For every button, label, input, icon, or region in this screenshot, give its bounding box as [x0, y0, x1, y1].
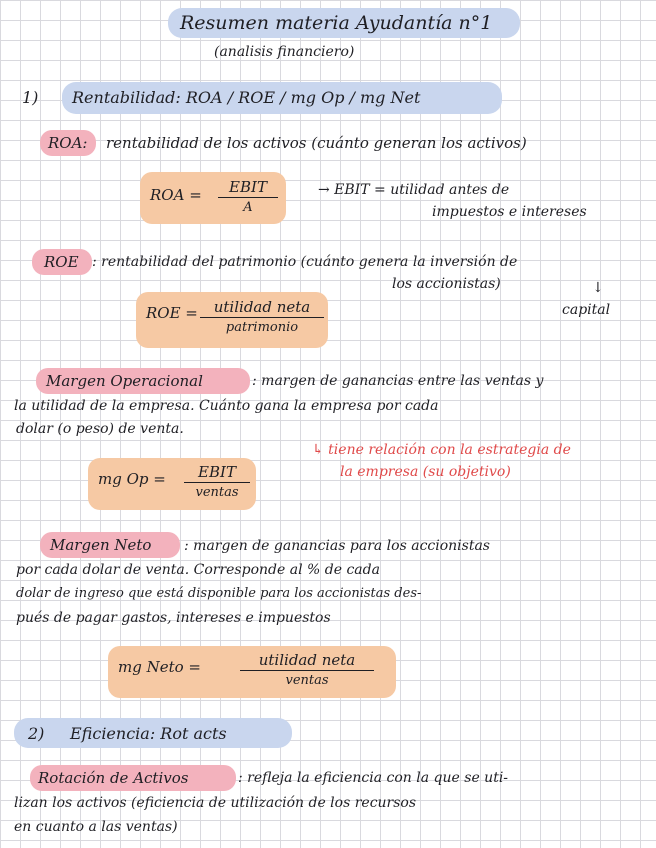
page-subtitle: (analisis financiero) — [214, 44, 355, 60]
margen-operacional-formula-numerator: EBIT — [184, 463, 250, 483]
roa-formula-fraction — [218, 178, 278, 215]
section-2-number: 2) — [28, 724, 45, 743]
rotacion-line-2: lizan los activos (eficiencia de utilización de los recursos — [14, 795, 417, 811]
roe-definition-line-2: los accionistas) — [392, 276, 501, 292]
margen-neto-formula-denominator: ventas — [285, 673, 329, 688]
roa-note-line-2: impuestos e intereses — [432, 204, 587, 220]
margen-neto-line-1: : margen de ganancias para los accionistas — [184, 538, 490, 554]
roa-tag: ROA: — [48, 134, 88, 152]
margen-neto-formula-numerator: utilidad neta — [240, 651, 374, 671]
margen-neto-line-4: pués de pagar gastos, intereses e impuestos — [16, 610, 331, 626]
roe-capital-label: capital — [562, 302, 611, 318]
roa-note-line-1: → EBIT = utilidad antes de — [318, 182, 510, 198]
rotacion-line-3: en cuanto a las ventas) — [14, 819, 178, 835]
margen-operacional-formula-fraction — [184, 463, 250, 500]
roe-formula-lhs: ROE = — [146, 304, 198, 322]
roe-tag: ROE — [44, 253, 79, 271]
roa-definition: rentabilidad de los activos (cuánto generan los activos) — [106, 134, 527, 152]
margen-neto-formula-lhs: mg Neto = — [118, 658, 201, 676]
roa-formula-lhs: ROA = — [150, 186, 202, 204]
section-1-heading: Rentabilidad: ROA / ROE / mg Op / mg Net — [72, 88, 421, 107]
roe-definition-line-1: : rentabilidad del patrimonio (cuánto genera la inversión de — [92, 254, 518, 270]
margen-operacional-note-line-1: ↳ tiene relación con la estrategia de — [312, 442, 571, 458]
roe-formula-fraction — [200, 298, 324, 335]
roe-formula-numerator: utilidad neta — [200, 298, 324, 318]
margen-operacional-formula-denominator: ventas — [195, 485, 239, 500]
rotacion-tag: Rotación de Activos — [38, 769, 189, 787]
roe-arrow: ↓ — [592, 280, 604, 296]
section-2-heading: Eficiencia: Rot acts — [70, 724, 227, 743]
margen-operacional-tag: Margen Operacional — [46, 372, 203, 390]
margen-neto-line-3: dolar de ingreso que está disponible para los accionistas des- — [16, 586, 422, 601]
margen-neto-formula-fraction — [240, 651, 374, 688]
margen-operacional-line-3: dolar (o peso) de venta. — [16, 421, 184, 437]
margen-operacional-note-line-2: la empresa (su objetivo) — [340, 464, 511, 480]
roa-formula-denominator: A — [243, 200, 253, 215]
margen-neto-tag: Margen Neto — [50, 536, 152, 554]
margen-neto-line-2: por cada dolar de venta. Corresponde al % de cada — [16, 562, 380, 578]
rotacion-line-1: : refleja la eficiencia con la que se uti- — [238, 770, 509, 786]
margen-operacional-formula-lhs: mg Op = — [98, 470, 166, 488]
roa-formula-numerator: EBIT — [218, 178, 278, 198]
section-1-number: 1) — [22, 88, 39, 107]
margen-operacional-line-1: : margen de ganancias entre las ventas y — [252, 373, 544, 389]
roe-formula-denominator: patrimonio — [225, 320, 299, 335]
page-title: Resumen materia Ayudantía n°1 — [180, 12, 493, 34]
margen-operacional-line-2: la utilidad de la empresa. Cuánto gana la empresa por cada — [14, 398, 439, 414]
